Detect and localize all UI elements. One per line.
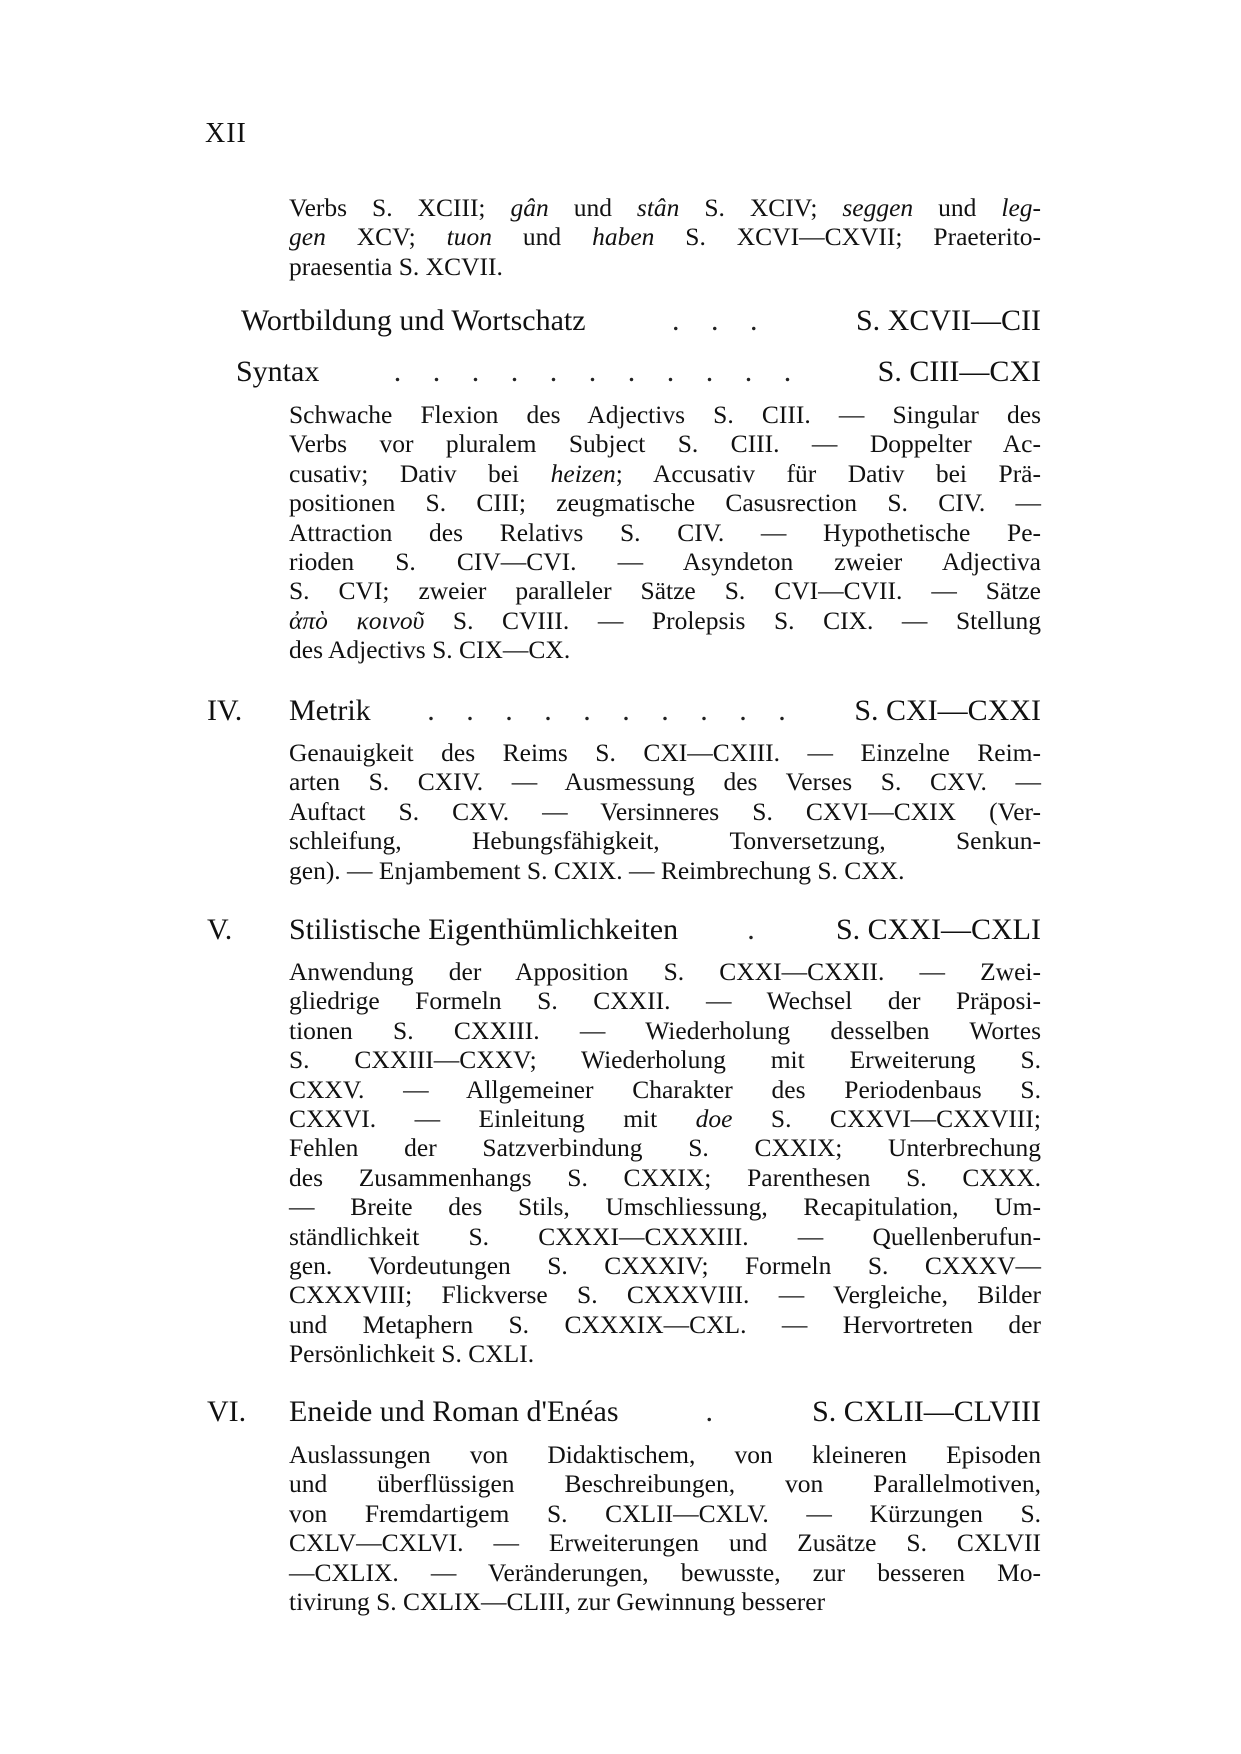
heading-metrik	[207, 693, 1041, 729]
italic-term: heizen	[550, 458, 616, 488]
heading-title: Eneide und Roman d'Enéas	[289, 1395, 619, 1428]
text-line: positionen S. CIII; zeugmatische Casusrection S. CIV. —	[289, 488, 1041, 518]
heading-eneide	[207, 1394, 1041, 1430]
text-line: Fehlen der Satzverbindung S. CXXIX; Unterbrechung	[289, 1133, 1041, 1163]
heading-number: V.	[207, 913, 233, 946]
text-line: CXXXVIII; Flickverse S. CXXXVIII. — Vergleiche, Bilder	[289, 1280, 1041, 1310]
italic-term: gen	[289, 222, 326, 252]
heading-syntax	[236, 354, 1041, 390]
text-line: schleifung, Hebungsfähigkeit, Tonversetzung, Senkun-	[289, 826, 1041, 856]
intro-paragraph	[289, 193, 1041, 281]
text-line: —CXLIX. — Veränderungen, bewusste, zur besseren Mo-	[289, 1557, 1041, 1587]
text-line: cusativ; Dativ bei heizen; Accusativ für Dativ bei Prä-	[289, 458, 1041, 488]
text-line: arten S. CXIV. — Ausmessung des Verses S. CXV. —	[289, 767, 1041, 797]
heading-dots: . . . . . . . . . .	[427, 694, 798, 727]
text-line: von Fremdartigem S. CXLII—CXLV. — Kürzungen S.	[289, 1498, 1041, 1528]
text-line: gliedrige Formeln S. CXXII. — Wechsel der Präposi-	[289, 986, 1041, 1016]
text-line: CXXV. — Allgemeiner Charakter des Periodenbaus S.	[289, 1074, 1041, 1104]
italic-term: tuon	[446, 222, 493, 252]
text-line: Schwache Flexion des Adjectivs S. CIII. — Singular des	[289, 400, 1041, 429]
heading-dots: . . . . . . . . . . .	[393, 355, 804, 388]
text-line: — Breite des Stils, Umschliessung, Recapitulation, Um-	[289, 1192, 1041, 1222]
italic-term: leg-	[1001, 193, 1042, 222]
text-line: Persönlichkeit S. CXLI.	[289, 1339, 535, 1369]
text-line: Auslassungen von Didaktischem, von kleineren Episoden	[289, 1440, 1041, 1469]
heading-dots: . . .	[672, 304, 770, 337]
text-line: des Zusammenhangs S. CXXIX; Parenthesen S. CXXX.	[289, 1162, 1041, 1192]
text-line: Anwendung der Apposition S. CXXI—CXXII. — Zwei-	[289, 957, 1041, 986]
heading-title: Metrik	[289, 694, 371, 727]
heading-stilistische	[207, 912, 1041, 948]
stilistische-paragraph	[289, 957, 1041, 1369]
page-number: XII	[205, 118, 247, 149]
text-line: gen. Vordeutungen S. CXXXIV; Formeln S. CXXXV—	[289, 1251, 1041, 1281]
text-line: rioden S. CIV—CVI. — Asyndeton zweier Adjectiva	[289, 547, 1041, 577]
heading-pages: S. CIII—CXI	[877, 355, 1041, 388]
text-line: Attraction des Relativs S. CIV. — Hypothetische Pe-	[289, 517, 1041, 547]
heading-pages: S. CXLII—CLVIII	[812, 1395, 1041, 1428]
text-line: ἀπὸ κοινοῦ S. CVIII. — Prolepsis S. CIX. — Stellung	[289, 605, 1041, 635]
eneide-paragraph	[289, 1440, 1041, 1616]
heading-pages: S. XCVII—CII	[856, 304, 1041, 337]
heading-title: Syntax	[236, 355, 320, 388]
text-line: gen). — Enjambement S. CXIX. — Reimbrechung S. CXX.	[289, 855, 905, 885]
metrik-paragraph	[289, 738, 1041, 885]
italic-term: seggen	[842, 193, 914, 222]
text-line: S. CXXIII—CXXV; Wiederholung mit Erweiterung S.	[289, 1045, 1041, 1075]
text-line: tionen S. CXXIII. — Wiederholung desselben Wortes	[289, 1015, 1041, 1045]
italic-term: ἀπὸ κοινοῦ	[289, 605, 425, 635]
heading-title: Wortbildung und Wortschatz	[241, 304, 586, 337]
heading-dots: .	[705, 1395, 726, 1428]
text-line: und überflüssigen Beschreibungen, von Parallelmotiven,	[289, 1469, 1041, 1499]
text-line: CXLV—CXLVI. — Erweiterungen und Zusätze S. CXLVII	[289, 1528, 1041, 1558]
heading-title: Stilistische Eigenthümlichkeiten	[289, 913, 679, 946]
text-line: S. CVI; zweier paralleler Sätze S. CVI—CVII. — Sätze	[289, 576, 1041, 606]
heading-number: IV.	[207, 694, 243, 727]
syntax-paragraph	[289, 400, 1041, 665]
italic-term: haben	[592, 222, 655, 252]
text-line: des Adjectivs S. CIX—CX.	[289, 635, 571, 665]
italic-term: gân	[510, 193, 549, 222]
italic-term: doe	[695, 1104, 733, 1134]
heading-pages: S. CXI—CXXI	[854, 694, 1041, 727]
text-line: CXXVI. — Einleitung mit doe S. CXXVI—CXXVIII;	[289, 1104, 1041, 1134]
heading-dots: .	[747, 913, 767, 946]
text-line: Verbs vor pluralem Subject S. CIII. — Doppelter Ac-	[289, 429, 1041, 459]
heading-number: VI.	[207, 1395, 247, 1428]
text-line: Genauigkeit des Reims S. CXI—CXIII. — Einzelne Reim-	[289, 738, 1041, 767]
text-line: Auftact S. CXV. — Versinneres S. CXVI—CXIX (Ver-	[289, 796, 1041, 826]
heading-pages: S. CXXI—CXLI	[835, 913, 1041, 946]
text-line: Verbs S. XCIII; gân und stân S. XCIV; seggen und leg-	[289, 193, 1042, 222]
italic-term: stân	[636, 193, 680, 222]
text-line: gen XCV; tuon und haben S. XCVI—CXVII; Praeterito-	[289, 222, 1042, 252]
text-line: praesentia S. XCVII.	[289, 251, 503, 281]
text-line: und Metaphern S. CXXXIX—CXL. — Hervortreten der	[289, 1309, 1041, 1339]
text-line: ständlichkeit S. CXXXI—CXXXIII. — Quellenberufun-	[289, 1221, 1041, 1251]
heading-wortbildung	[241, 303, 1041, 339]
text-line: tivirung S. CXLIX—CLIII, zur Gewinnung besserer	[289, 1587, 826, 1617]
